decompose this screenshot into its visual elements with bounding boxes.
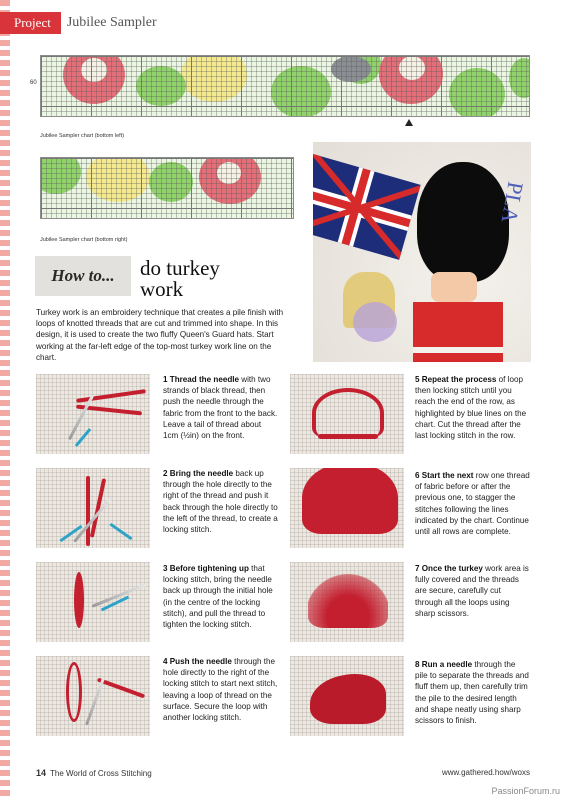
step-8-text: 8 Run a needle through the pile to separate the threads and fluff them up, then carefully trim the pile to the desired length and shape neatly using sharp scissors to finish.	[415, 660, 529, 726]
direction-arrow	[75, 428, 91, 447]
step-2-photo	[36, 468, 150, 548]
guard-face	[431, 272, 477, 302]
thread-loop	[76, 389, 146, 403]
cut-threads	[308, 572, 388, 628]
step-7-photo	[290, 562, 404, 642]
guard-hat-turkey-work	[417, 162, 509, 282]
chart-caption: Jubilee Sampler chart (bottom left)	[40, 133, 125, 139]
step-6-text: 6 Start the next row one thread of fabric before or after the previous one, to stagger the stitches following the lines indicated by the chart. Continue until all rows are complete.	[415, 471, 530, 537]
guard-belt	[413, 347, 503, 353]
step-5-photo	[290, 374, 404, 454]
watermark: PassionForum.ru	[491, 786, 560, 796]
step-4-text: 4 Push the needle through the hole directly to the right of the locking stitch to start next stitch, leaving a loop of thread on the surface. Secure the loop with another locking stitch.	[163, 657, 278, 723]
how-to-label	[35, 256, 131, 296]
step-5-text: 5 Repeat the process of loop then locking stitch until you reach the end of the row, as highlighted by blue lines on the chart. Cut the thread after the last locking stitch in the row.	[415, 375, 527, 441]
magazine-name: The World of Cross Stitching	[50, 769, 152, 778]
union-flag-stitching	[313, 154, 421, 260]
stitched-lettering: PLA	[496, 179, 529, 226]
how-to-label-text: How to...	[51, 266, 115, 285]
chart-caption: Jubilee Sampler chart (bottom right)	[40, 237, 128, 243]
website-link[interactable]: www.gathered.how/woxs	[441, 768, 530, 777]
project-tab: Project	[0, 12, 61, 34]
thread-loop	[74, 572, 84, 628]
page-footer-left	[36, 768, 152, 778]
chart-row-number: 60	[30, 80, 37, 86]
step-7-text: 7 Once the turkey work area is fully covered and the threads are secure, carefully cut through all the loops using sharp scissors.	[415, 564, 529, 618]
step-6-photo	[290, 468, 404, 548]
thread-loop	[66, 662, 82, 722]
sampler-photo	[313, 142, 531, 362]
step-1-photo	[36, 374, 150, 454]
trimmed-pile	[310, 674, 386, 724]
chart-grid	[41, 158, 293, 218]
section-title-line2: work	[140, 277, 184, 301]
page-number: 14	[36, 768, 47, 778]
step-8-photo	[290, 656, 404, 736]
chart-bottom-left	[40, 55, 530, 117]
step-4-photo	[36, 656, 150, 736]
crown-cap-stitching	[353, 302, 397, 342]
project-title: Jubilee Sampler	[66, 15, 157, 30]
chart-grid	[41, 56, 529, 116]
step-2-text: 2 Bring the needle back up through the hole directly to the right of the thread and push it back through the hole directly to the left of the thread, to create a locking stitch.	[163, 469, 278, 535]
section-title	[140, 258, 290, 300]
step-1-text: 1 Thread the needle with two strands of black thread, then push the needle through the fabric from the front to the back. Leave a tail of thread about 1cm (½in) on the front.	[163, 375, 278, 441]
needle	[85, 677, 105, 725]
chart-bottom-right	[40, 157, 294, 219]
center-marker	[405, 119, 413, 126]
thread-base	[318, 434, 378, 439]
thread-loops	[312, 388, 384, 438]
needle	[92, 583, 147, 608]
intro-paragraph: Turkey work is an embroidery technique that creates a pile finish with loops of knotted threads that are cut and trimmed into shape. In this design, it is used to create the two fluffy Queen's Guard hats. Start working at the far-left edge of the top-most turkey work line on the chart.	[36, 308, 284, 362]
step-3-photo	[36, 562, 150, 642]
page-header	[0, 12, 157, 34]
guard-tunic	[413, 302, 503, 362]
decorative-edge-strip	[0, 0, 10, 800]
section-title-line1: do turkey	[140, 256, 220, 280]
direction-arrow	[109, 523, 132, 540]
thread-loops	[302, 468, 398, 534]
step-3-text: 3 Before tightening up that locking stitch, bring the needle back up through the initial hole (in the centre of the locking stitch), and pull the thread to tighten the locking stitch.	[163, 564, 273, 630]
